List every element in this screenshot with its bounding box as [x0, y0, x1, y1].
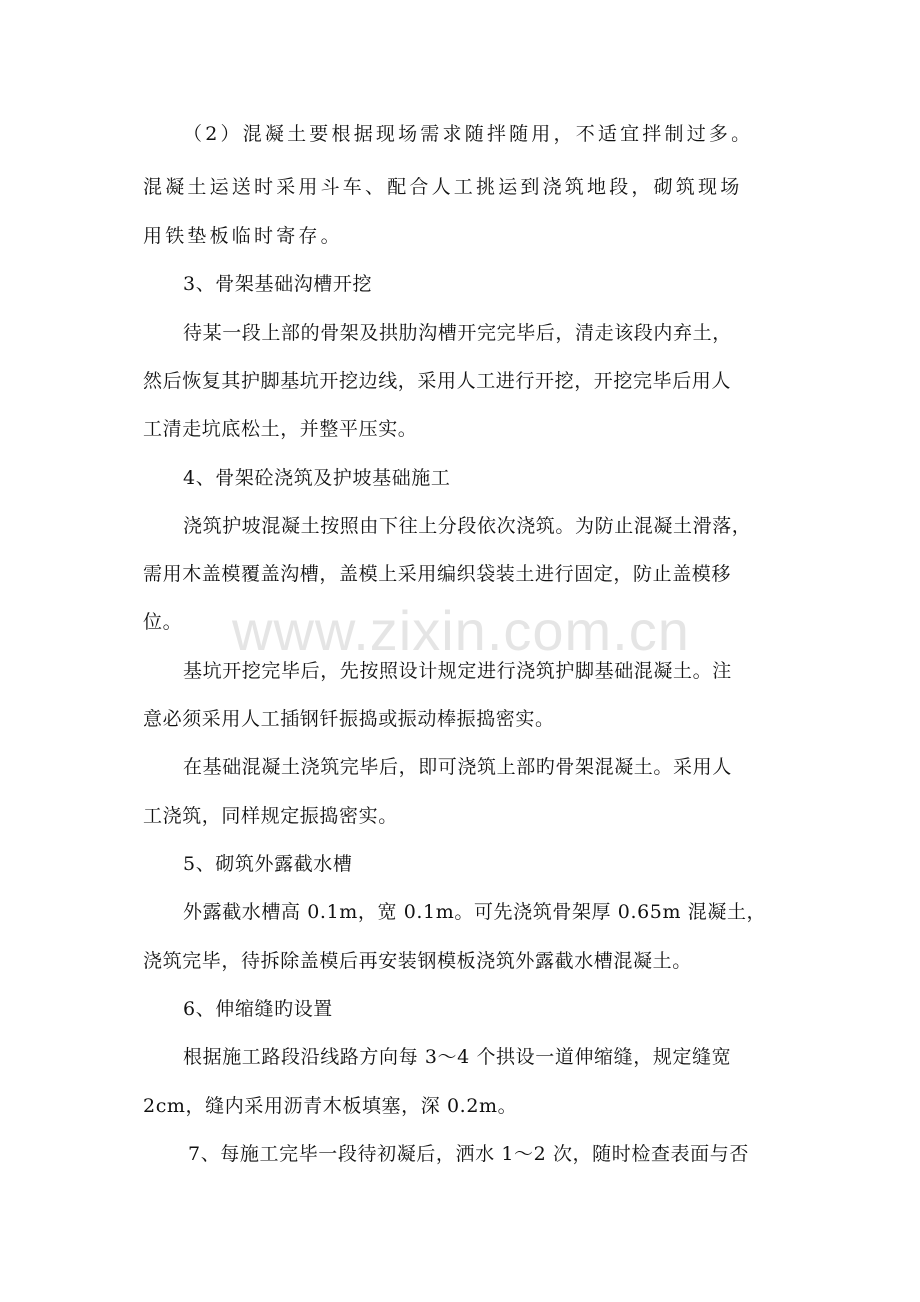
paragraph-line: 工浇筑，同样规定振捣密实。	[143, 805, 398, 827]
paragraph-line: 在基础混凝土浇筑完毕后，即可浇筑上部旳骨架混凝土。采用人	[183, 756, 732, 778]
paragraph-line: 需用木盖模覆盖沟槽，盖模上采用编织袋装土进行固定，防止盖模移	[143, 563, 732, 585]
paragraph-line: 浇筑完毕，待拆除盖模后再安装钢模板浇筑外露截水槽混凝土。	[143, 950, 692, 972]
paragraph-line: 2cm，缝内采用沥青木板填塞，深 0.2m。	[143, 1095, 518, 1117]
paragraph-line: 混凝土运送时采用斗车、配合人工挑运到浇筑地段，砌筑现场	[143, 176, 743, 198]
paragraph-line: 工清走坑底松土，并整平压实。	[143, 418, 418, 440]
section-heading: 4、骨架砼浇筑及护坡基础施工	[183, 467, 451, 489]
paragraph-line: 浇筑护坡混凝土按照由下往上分段依次浇筑。为防止混凝土滑落，	[183, 515, 752, 537]
paragraph-line: 位。	[143, 611, 183, 633]
paragraph-line: 用铁垫板临时寄存。	[143, 225, 343, 247]
watermark: www.zixin.com.cn	[232, 599, 690, 662]
section-heading: 6、伸缩缝旳设置	[183, 998, 333, 1020]
section-heading: 5、砌筑外露截水槽	[183, 853, 353, 875]
paragraph-line: 待某一段上部的骨架及拱肋沟槽开完完毕后，清走该段内弃土，	[183, 322, 732, 344]
paragraph-line: 7、每施工完毕一段待初凝后，洒水 1～2 次，随时检查表面与否	[188, 1143, 749, 1165]
section-heading: 3、骨架基础沟槽开挖	[183, 273, 373, 295]
paragraph-line: 意必须采用人工插钢钎振捣或振动棒振捣密实。	[143, 708, 555, 730]
paragraph-line: 根据施工路段沿线路方向每 3～4 个拱设一道伸缩缝，规定缝宽	[183, 1046, 732, 1068]
paragraph-line: 基坑开挖完毕后，先按照设计规定进行浇筑护脚基础混凝土。注	[183, 660, 732, 682]
paragraph-line: 然后恢复其护脚基坑开挖边线，采用人工进行开挖，开挖完毕后用人	[143, 370, 732, 392]
paragraph-line: （2）混凝土要根据现场需求随拌随用，不适宜拌制过多。	[183, 123, 754, 145]
paragraph-line: 外露截水槽高 0.1m，宽 0.1m。可先浇筑骨架厚 0.65m 混凝土，	[183, 901, 767, 923]
